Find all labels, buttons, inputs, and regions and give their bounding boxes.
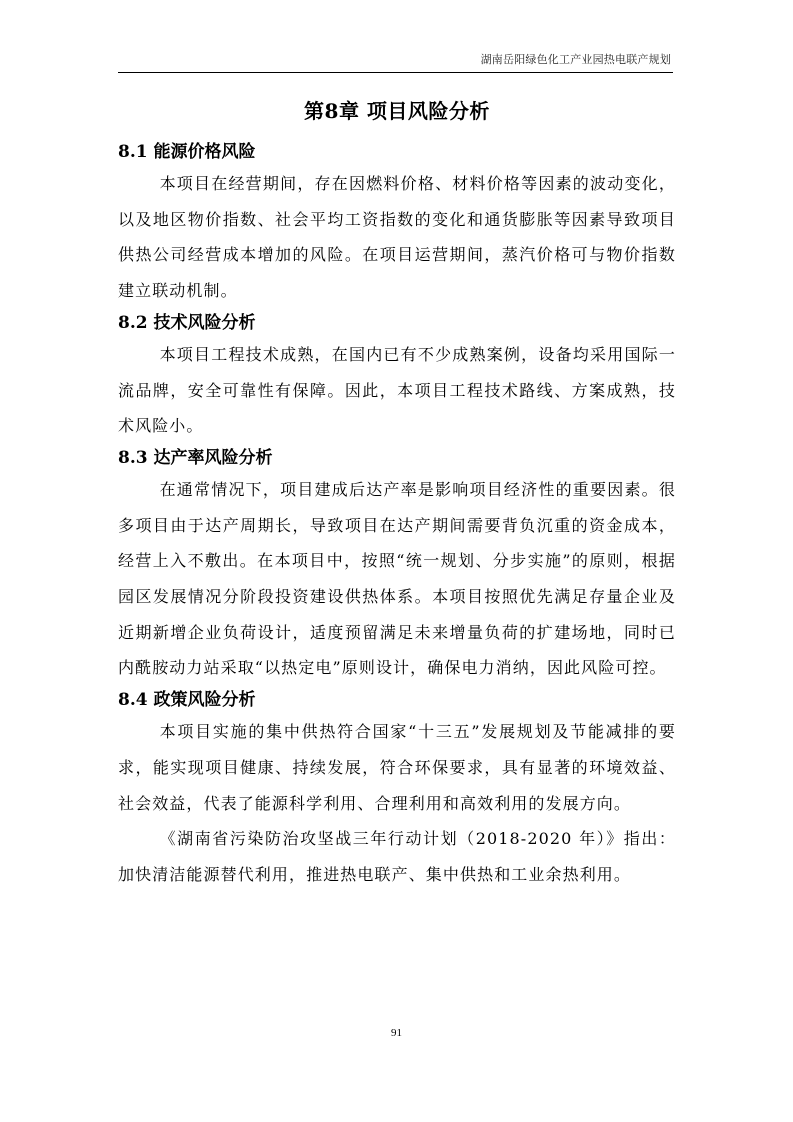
header-title: 湖南岳阳绿色化工产业园热电联产规划 [480,53,671,66]
chapter-title: 第8章 项目风险分析 [304,99,490,123]
paragraph: 《湖南省污染防治攻坚战三年行动计划（2018-2020 年）》指出：加快清洁能源替代利用，推进热电联产、集中供热和工业余热利用。 [118,829,676,884]
section-title-8-1: 8.1 能源价格风险 [118,142,256,162]
page-header [118,50,673,73]
paragraph: 本项目实施的集中供热符合国家“十三五”发展规划及节能减排的要求，能实现项目健康、持续发展，符合环保要求，具有显著的环境效益、社会效益，代表了能源科学利用、合理利用和高效利用的发展方向。 [118,722,676,813]
section-title-8-2: 8.2 技术风险分析 [118,312,256,333]
page-number: 91 [391,1027,402,1039]
paragraph: 本项目在经营期间，存在因燃料价格、材料价格等因素的波动变化，以及地区物价指数、社会平均工资指数的变化和通货膨胀等因素导致项目供热公司经营成本增加的风险。在项目运营期间，蒸汽价格可与物价指数建立联动机制。 [118,174,676,301]
paragraph: 在通常情况下，项目建成后达产率是影响项目经济性的重要因素。很多项目由于达产周期长，导致项目在达产期间需要背负沉重的资金成本，经营上入不敷出。在本项目中，按照“统一规划、分步实施”的原则，根据园区发展情况分阶段投资建设供热体系。本项目按照优先满足存量企业及近期新增企业负荷设计，适度预留满足未来增量负荷的扩建场地，同时已内酰胺动力站采取“以热定电”原则设计，确保电力消纳，因此风险可控。 [118,479,676,678]
section-title-8-3: 8.3 达产率风险分析 [118,447,273,468]
paragraph: 本项目工程技术成熟，在国内已有不少成熟案例，设备均采用国际一流品牌，安全可靠性有保障。因此，本项目工程技术路线、方案成熟，技术风险小。 [118,344,676,436]
page-content [118,95,676,893]
section-title-8-4: 8.4 政策风险分析 [118,690,256,711]
